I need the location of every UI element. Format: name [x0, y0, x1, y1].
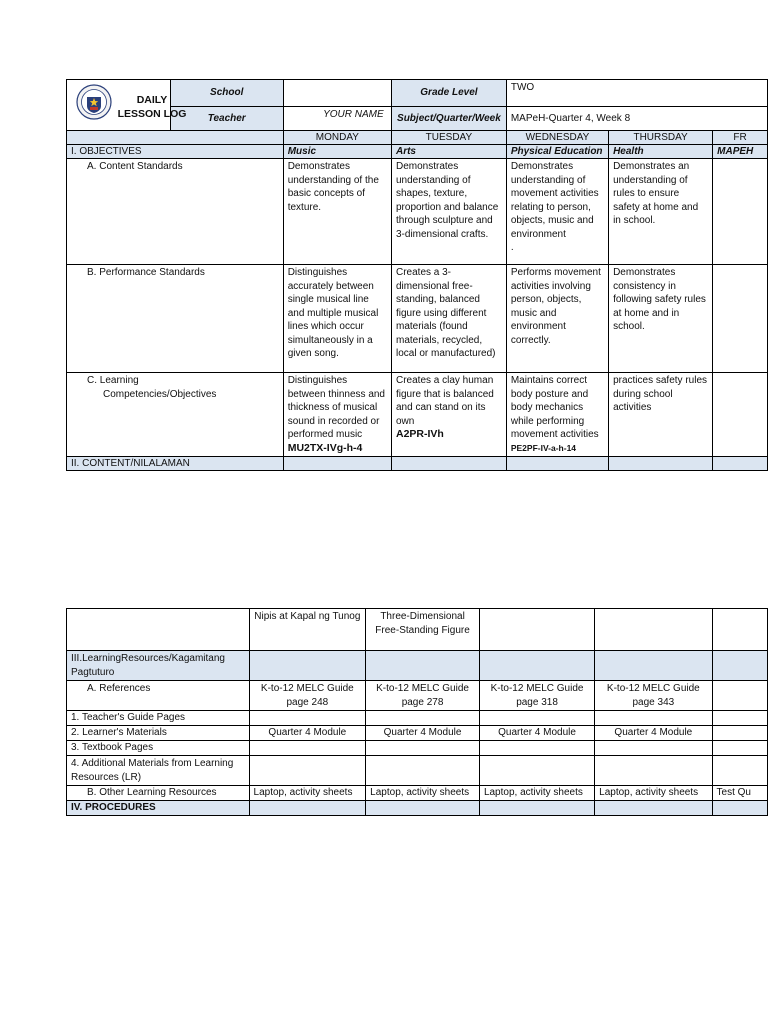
other-resources-friday: Test Qu	[712, 786, 767, 801]
am-cell-tuesday	[366, 756, 480, 786]
content-standards-thursday: Demonstrates an understanding of rules to ensure safety at home and in school.	[609, 159, 713, 265]
grade-level-value[interactable]: TWO	[506, 80, 767, 107]
learning-competencies-label: C. Learning Competencies/Objectives	[67, 373, 284, 457]
performance-standards-thursday: Demonstrates consistency in following safety rules at home and in school.	[609, 265, 713, 373]
lr-cell-wednesday	[479, 651, 594, 681]
tg-cell-friday	[712, 711, 767, 726]
objectives-label: I. OBJECTIVES	[67, 145, 284, 159]
lr-cell-friday	[712, 651, 767, 681]
performance-standards-wednesday: Performs movement activities involving person, objects, music and environment correctly.	[506, 265, 608, 373]
tb-cell-monday	[249, 741, 366, 756]
header-logo-cell	[67, 80, 187, 131]
melc-code: MU2TX-IVg-h-4	[287, 441, 363, 454]
day-header-blank	[67, 131, 284, 145]
melc-code: PE2PF-IV-a-h-14	[510, 442, 577, 453]
learning-competencies-tuesday: Creates a clay human figure that is balanced and can stand on its own A2PR-IVh	[391, 373, 506, 457]
deped-seal-icon	[76, 84, 112, 120]
learners-materials-label: 2. Learner's Materials	[67, 726, 250, 741]
performance-standards-friday	[713, 265, 768, 373]
subject-value[interactable]: MAPeH-Quarter 4, Week 8	[506, 107, 767, 131]
school-label: School	[170, 80, 283, 107]
content-wednesday	[479, 609, 594, 651]
lr-cell-monday	[249, 651, 366, 681]
learners-materials-wednesday: Quarter 4 Module	[479, 726, 594, 741]
day-header-wednesday: WEDNESDAY	[506, 131, 608, 145]
content-cell-thursday	[609, 457, 713, 471]
tg-cell-tuesday	[366, 711, 480, 726]
tg-cell-monday	[249, 711, 366, 726]
subject-tuesday: Arts	[391, 145, 506, 159]
proc-cell-monday	[249, 801, 366, 816]
lesson-log-table-page2	[66, 608, 768, 816]
references-monday: K-to-12 MELC Guide page 248	[249, 681, 366, 711]
content-standards-friday	[713, 159, 768, 265]
content-standards-tuesday: Demonstrates understanding of shapes, texture, proportion and balance through sculpture and 3-dimensional crafts.	[391, 159, 506, 265]
content-cell-tuesday	[391, 457, 506, 471]
learning-competencies-wednesday: Maintains correct body posture and body mechanics while performing movement activities PE2PF-IV-a-h-14	[506, 373, 608, 457]
content-standards-monday: Demonstrates understanding of the basic concepts of texture.	[283, 159, 391, 265]
lr-cell-tuesday	[366, 651, 480, 681]
learning-competencies-thursday: practices safety rules during school activities	[609, 373, 713, 457]
teachers-guide-label: 1. Teacher's Guide Pages	[67, 711, 250, 726]
proc-cell-thursday	[595, 801, 712, 816]
day-header-friday: FR	[713, 131, 768, 145]
content-tuesday: Three-Dimensional Free-Standing Figure	[366, 609, 480, 651]
procedures-label: IV. PROCEDURES	[67, 801, 250, 816]
other-resources-tuesday: Laptop, activity sheets	[366, 786, 480, 801]
content-monday: Nipis at Kapal ng Tunog	[249, 609, 366, 651]
references-friday	[712, 681, 767, 711]
references-label: A. References	[67, 681, 250, 711]
teacher-value[interactable]: YOUR NAME	[283, 107, 391, 131]
learning-competencies-monday: Distinguishes between thinness and thickness of musical sound in recorded or performed music MU2TX-IVg-h-4	[283, 373, 391, 457]
learners-materials-thursday: Quarter 4 Module	[595, 726, 712, 741]
tb-cell-tuesday	[366, 741, 480, 756]
lr-cell-thursday	[595, 651, 712, 681]
tb-cell-friday	[712, 741, 767, 756]
document-title: DAILY LESSON LOG	[117, 94, 187, 120]
references-wednesday: K-to-12 MELC Guide page 318	[479, 681, 594, 711]
content-standards-wednesday: Demonstrates understanding of movement activities relating to person, objects, music and environment .	[506, 159, 608, 265]
other-resources-thursday: Laptop, activity sheets	[595, 786, 712, 801]
melc-code: A2PR-IVh	[395, 428, 444, 440]
learning-competencies-friday	[713, 373, 768, 457]
subject-label: Subject/Quarter/Week	[391, 107, 506, 131]
am-cell-monday	[249, 756, 366, 786]
tg-cell-thursday	[595, 711, 712, 726]
am-cell-thursday	[595, 756, 712, 786]
content-friday	[712, 609, 767, 651]
additional-materials-label: 4. Additional Materials from Learning Resources (LR)	[67, 756, 250, 786]
proc-cell-tuesday	[366, 801, 480, 816]
school-value[interactable]	[283, 80, 391, 107]
content-label: II. CONTENT/NILALAMAN	[67, 457, 284, 471]
subject-monday: Music	[283, 145, 391, 159]
proc-cell-wednesday	[479, 801, 594, 816]
performance-standards-monday: Distinguishes accurately between single musical line and multiple musical lines which occur simultaneously in a given song.	[283, 265, 391, 373]
other-resources-monday: Laptop, activity sheets	[249, 786, 366, 801]
subject-thursday: Health	[609, 145, 713, 159]
teacher-label: Teacher	[170, 107, 283, 131]
proc-cell-friday	[712, 801, 767, 816]
learning-resources-label: III.LearningResources/Kagamitang Pagtuturo	[67, 651, 250, 681]
tb-cell-thursday	[595, 741, 712, 756]
grade-level-label: Grade Level	[391, 80, 506, 107]
content-cell-monday	[283, 457, 391, 471]
subject-friday: MAPEH	[713, 145, 768, 159]
lesson-log-table-page1	[66, 79, 768, 471]
am-cell-friday	[712, 756, 767, 786]
references-thursday: K-to-12 MELC Guide page 343	[595, 681, 712, 711]
other-resources-label: B. Other Learning Resources	[67, 786, 250, 801]
textbook-label: 3. Textbook Pages	[67, 741, 250, 756]
content-cell-friday	[713, 457, 768, 471]
content-continued-label	[67, 609, 250, 651]
learners-materials-monday: Quarter 4 Module	[249, 726, 366, 741]
day-header-tuesday: TUESDAY	[391, 131, 506, 145]
learners-materials-tuesday: Quarter 4 Module	[366, 726, 480, 741]
tg-cell-wednesday	[479, 711, 594, 726]
tb-cell-wednesday	[479, 741, 594, 756]
references-tuesday: K-to-12 MELC Guide page 278	[366, 681, 480, 711]
learners-materials-friday	[712, 726, 767, 741]
performance-standards-label: B. Performance Standards	[67, 265, 284, 373]
content-standards-label: A. Content Standards	[67, 159, 284, 265]
day-header-thursday: THURSDAY	[609, 131, 713, 145]
content-thursday	[595, 609, 712, 651]
content-cell-wednesday	[506, 457, 608, 471]
am-cell-wednesday	[479, 756, 594, 786]
other-resources-wednesday: Laptop, activity sheets	[479, 786, 594, 801]
performance-standards-tuesday: Creates a 3-dimensional free-standing, balanced figure using different materials (found materials, recycled, local or manufactured)	[391, 265, 506, 373]
subject-wednesday: Physical Education	[506, 145, 608, 159]
day-header-monday: MONDAY	[283, 131, 391, 145]
